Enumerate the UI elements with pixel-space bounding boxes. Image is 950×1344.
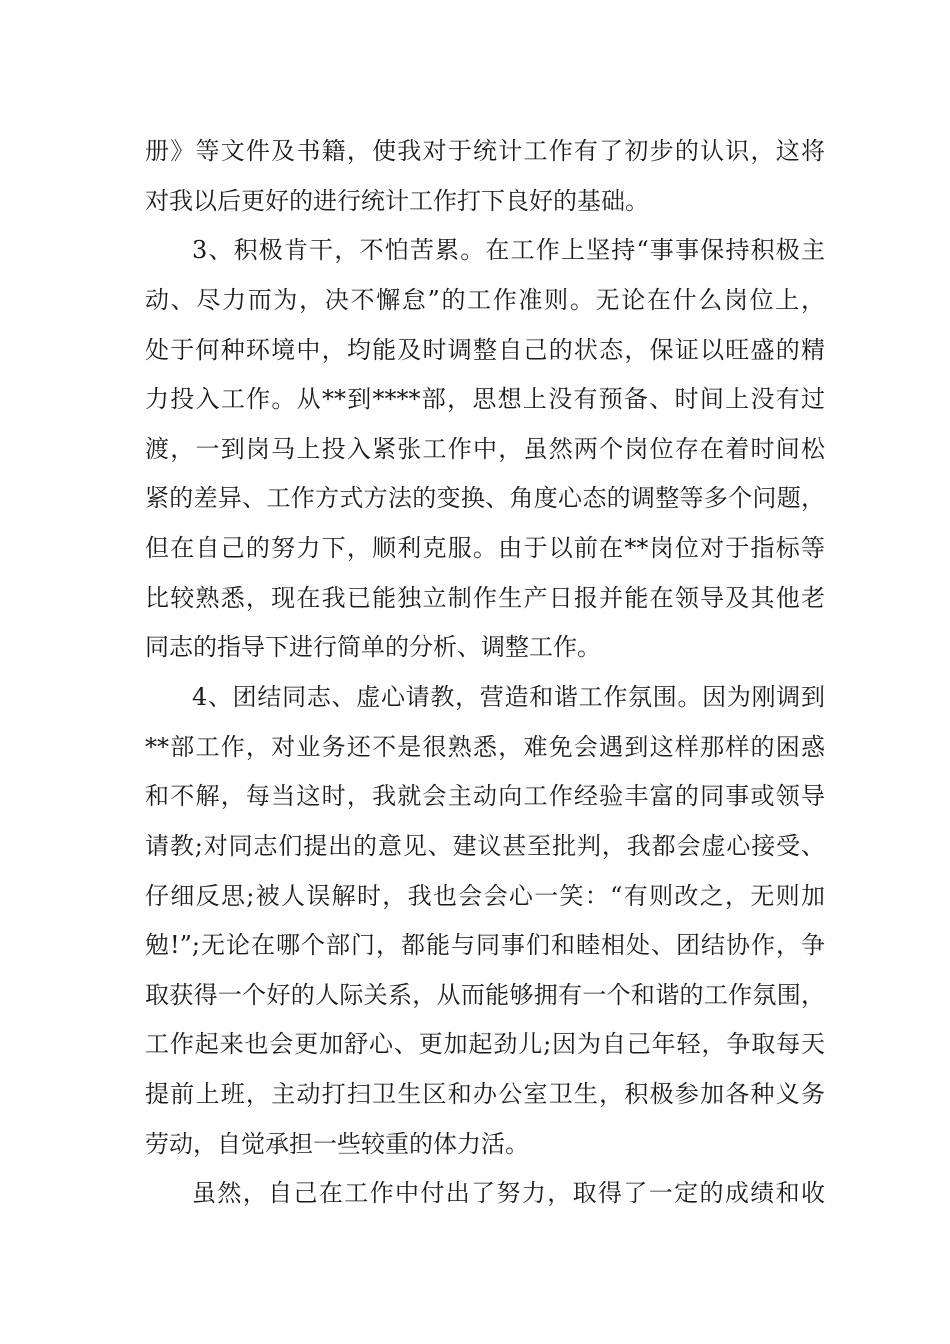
text-line-18: 取获得一个好的人际关系，从而能够拥有一个和谐的工作氛围， — [145, 981, 825, 1009]
text-line-13: **部工作，对业务还不是很熟悉，难免会遇到这样那样的困惑 — [145, 733, 825, 761]
text-line-7: 渡，一到岗马上投入紧张工作中，虽然两个岗位存在着时间松 — [145, 435, 825, 463]
paragraph-3-line-1: 3、积极肯干，不怕苦累。在工作上坚持“事事保持积极主 — [192, 236, 825, 264]
text-line-11: 同志的指导下进行简单的分析、调整工作。 — [145, 633, 601, 661]
text-line-2: 对我以后更好的进行统计工作打下良好的基础。 — [145, 187, 649, 215]
text-line-16: 仔细反思;被人误解时，我也会会心一笑：“有则改之，无则加 — [145, 882, 825, 910]
text-line-10: 比较熟悉，现在我已能独立制作生产日报并能在领导及其他老 — [145, 584, 825, 612]
text-line-20: 提前上班，主动打扫卫生区和办公室卫生，积极参加各种义务 — [145, 1080, 825, 1108]
text-line-6: 力投入工作。从**到****部，思想上没有预备、时间上没有过 — [145, 385, 825, 413]
text-line-19: 工作起来也会更加舒心、更加起劲儿;因为自己年轻，争取每天 — [145, 1030, 825, 1058]
text-line-8: 紧的差异、工作方式方法的变换、角度心态的调整等多个问题， — [145, 484, 825, 512]
text-line-17: 勉!”;无论在哪个部门，都能与同事们和睦相处、团结协作，争 — [145, 931, 825, 959]
text-line-15: 请教;对同志们提出的意见、建议甚至批判，我都会虚心接受、 — [145, 832, 825, 860]
text-line-1: 册》等文件及书籍，使我对于统计工作有了初步的认识，这将 — [145, 137, 825, 165]
text-line-9: 但在自己的努力下，顺利克服。由于以前在**岗位对于指标等 — [145, 534, 825, 562]
text-line-14: 和不解，每当这时，我就会主动向工作经验丰富的同事或领导 — [145, 782, 825, 810]
text-line-4: 动、尽力而为，决不懈怠”的工作准则。无论在什么岗位上， — [145, 286, 825, 314]
paragraph-5-line-1: 虽然，自己在工作中付出了努力，取得了一定的成绩和收 — [192, 1179, 825, 1207]
text-line-21: 劳动，自觉承担一些较重的体力活。 — [145, 1130, 529, 1158]
paragraph-4-line-1: 4、团结同志、虚心请教，营造和谐工作氛围。因为刚调到 — [192, 683, 825, 711]
text-line-5: 处于何种环境中，均能及时调整自己的状态，保证以旺盛的精 — [145, 336, 825, 364]
